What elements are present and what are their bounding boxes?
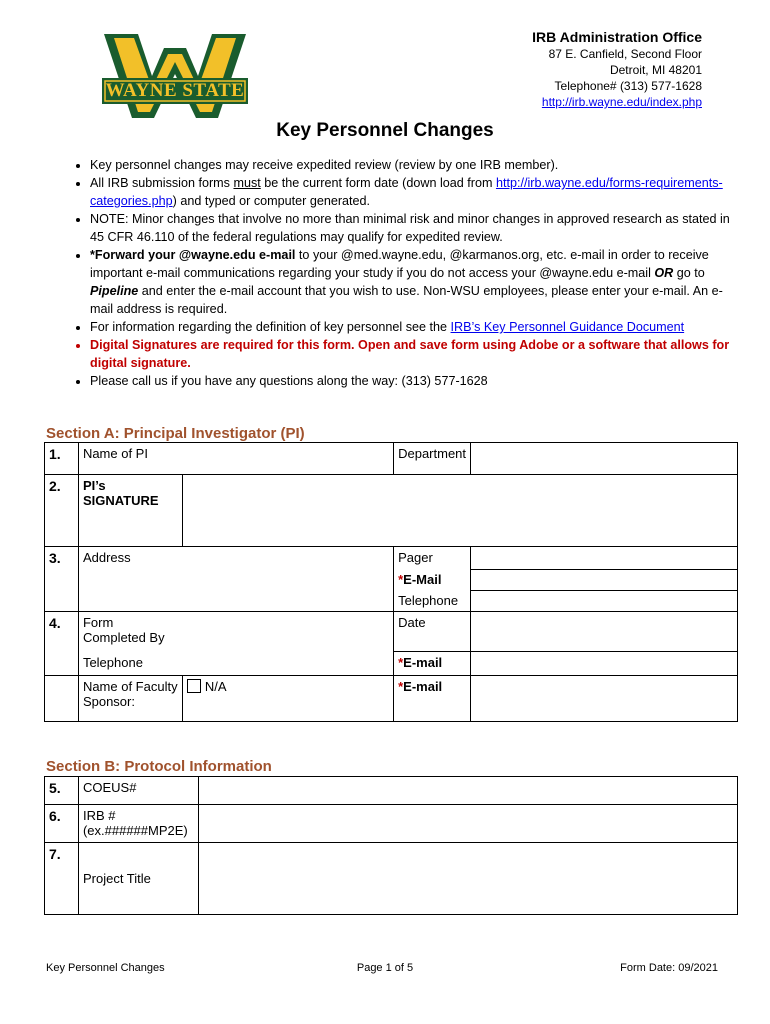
wayne-state-logo	[100, 28, 250, 124]
email2-field[interactable]	[471, 652, 738, 676]
forward-email-bold: *Forward your @wayne.edu e-mail	[90, 248, 296, 262]
name-of-pi-field[interactable]	[182, 443, 393, 475]
address-label: Address	[78, 547, 182, 570]
page-title: Key Personnel Changes	[276, 120, 494, 141]
bullet-text: NOTE: Minor changes that involve no more than minimal risk and minor changes in approved research as stated in 45 CFR 46.110 of the federal regulations may qualify for expedited review.	[90, 212, 730, 244]
digital-signature-notice: Digital Signatures are required for this form. Open and save form using Adobe or a software that allows for digital signature.	[90, 338, 730, 370]
project-title-label: Project Title	[78, 843, 198, 915]
faculty-sponsor-label: Name of Faculty Sponsor:	[78, 676, 182, 722]
na-label: N/A	[204, 679, 227, 694]
date-label: Date	[394, 612, 471, 652]
or-text: OR	[654, 266, 674, 280]
department-field[interactable]	[471, 443, 738, 475]
email2-label: *E-mail	[394, 652, 471, 676]
bullet-text: All IRB submission forms	[90, 176, 234, 190]
list-item	[90, 156, 738, 174]
section-b-table	[44, 776, 738, 915]
name-of-pi-label: Name of PI	[78, 443, 182, 475]
project-title-field[interactable]	[198, 843, 737, 915]
pi-signature-field[interactable]	[182, 475, 737, 547]
row-number-6: 6.	[45, 805, 79, 843]
list-item	[90, 372, 738, 390]
irb-field[interactable]	[198, 805, 737, 843]
section-b-title: Section B: Protocol Information	[46, 758, 272, 775]
irb-label-line1: IRB #	[82, 808, 116, 823]
bullet-text: Please call us if you have any questions along the way: (313) 577-1628	[90, 374, 488, 388]
email-label: *E-Mail	[394, 569, 471, 590]
bullet-text: Key personnel changes may receive expedited review (review by one IRB member).	[90, 158, 559, 172]
row-number-1: 1.	[45, 443, 79, 475]
na-checkbox[interactable]	[187, 679, 201, 693]
row-number-2: 2.	[45, 475, 79, 547]
telephone2-field[interactable]	[182, 652, 393, 676]
form-completed-by-field[interactable]	[182, 612, 393, 652]
email3-field[interactable]	[471, 676, 738, 722]
footer-form-date: Form Date: 09/2021	[620, 962, 718, 974]
email3-label: *E-mail	[394, 676, 471, 722]
irb-label	[78, 805, 198, 843]
telephone-label: Telephone	[394, 590, 471, 612]
coeus-label: COEUS#	[78, 777, 198, 805]
pager-label: Pager	[394, 547, 471, 570]
list-item	[90, 174, 738, 210]
pi-signature-label-line2: SIGNATURE	[82, 493, 159, 508]
list-item	[90, 246, 738, 318]
telephone-field[interactable]	[471, 590, 738, 612]
office-address2: Detroit, MI 48201	[609, 63, 702, 77]
office-url-link[interactable]: http://irb.wayne.edu/index.php	[541, 95, 702, 109]
row-number-5: 5.	[45, 777, 79, 805]
bullet-text: and enter the e-mail account that you wish to use. Non-WSU employees, please enter your e-mail. An e-mail address is required.	[90, 284, 723, 316]
pi-signature-label-line1: PI’s	[82, 478, 106, 493]
telephone2-label: Telephone	[78, 652, 182, 676]
department-label: Department	[394, 443, 471, 475]
bullet-text: For information regarding the definition of key personnel see the	[90, 320, 451, 334]
row-number-4: 4.	[45, 612, 79, 652]
list-item	[90, 318, 738, 336]
list-item	[90, 210, 738, 246]
office-name: IRB Administration Office	[532, 29, 702, 45]
row-number-7: 7.	[45, 843, 79, 915]
form-completed-by-label: Form Completed By	[78, 612, 182, 652]
pi-signature-label	[78, 475, 182, 547]
must-text: must	[233, 176, 261, 190]
office-phone: Telephone# (313) 577-1628	[554, 79, 702, 93]
footer-left: Key Personnel Changes	[46, 962, 165, 974]
faculty-sponsor-field	[182, 676, 393, 722]
office-info	[532, 28, 702, 110]
logo-text: WAYNE STATE	[105, 80, 245, 101]
bullet-text: to your @med.wayne.edu, @karmanos.org, etc. e-mail in order to receive important e-mail communications regarding your study if you do not access your @wayne.edu e-mail	[90, 248, 709, 280]
bullet-text: be the current form date (down load from	[260, 176, 496, 190]
guidance-document-link[interactable]: IRB’s Key Personnel Guidance Document	[450, 320, 685, 334]
footer-page: Page 1 of 5	[356, 962, 414, 974]
address-field[interactable]	[182, 547, 393, 612]
instructions-list	[56, 156, 738, 390]
section-a-title: Section A: Principal Investigator (PI)	[46, 425, 305, 442]
date-field[interactable]	[471, 612, 738, 652]
office-address1: 87 E. Canfield, Second Floor	[548, 47, 702, 61]
pager-field[interactable]	[471, 547, 738, 570]
row-number-3: 3.	[45, 547, 79, 570]
irb-example: (ex.######MP2E)	[82, 823, 188, 838]
list-item	[90, 336, 738, 372]
section-a-table	[44, 442, 738, 722]
pipeline-text: Pipeline	[90, 284, 139, 298]
bullet-text: go to	[673, 266, 705, 280]
coeus-field[interactable]	[198, 777, 737, 805]
bullet-text: ) and typed or computer generated.	[172, 194, 371, 208]
forms-link[interactable]: http://irb.wayne.edu/forms-requirements-categories.php	[90, 176, 723, 208]
email-field[interactable]	[471, 569, 738, 590]
